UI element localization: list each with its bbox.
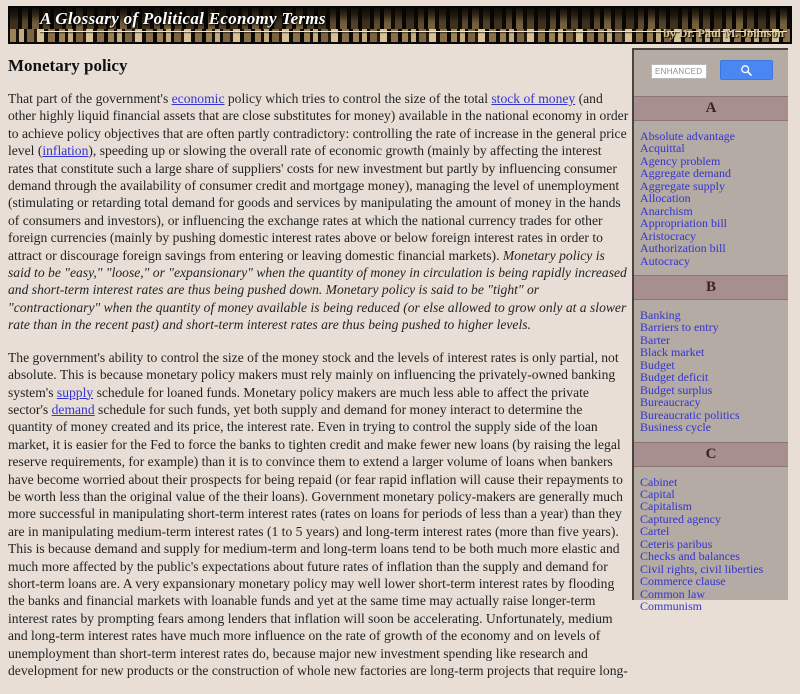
index-list-c bbox=[634, 467, 788, 621]
glossary-term-link[interactable]: Autocracy bbox=[640, 253, 690, 268]
glossary-term-link[interactable]: Ceteris paribus bbox=[640, 536, 713, 551]
text-segment: The government's ability to control the size of the money stock and the levels of interest rates is only partial, not absolute. This is because monetary policy makers must rely mainly on influencing the privately-owned banking system's bbox=[8, 349, 619, 400]
glossary-term-link[interactable]: Aggregate supply bbox=[640, 178, 725, 193]
banner bbox=[8, 6, 792, 44]
glossary-term-link[interactable]: Anarchism bbox=[640, 203, 693, 218]
glossary-term-link[interactable]: Black market bbox=[640, 345, 705, 360]
glossary-term-link[interactable]: Budget bbox=[640, 357, 675, 372]
search-input[interactable] bbox=[651, 64, 707, 79]
term-link[interactable]: supply bbox=[56, 384, 94, 400]
site-title: A Glossary of Political Economy Terms bbox=[40, 9, 326, 28]
glossary-term-link[interactable]: Budget surplus bbox=[640, 382, 713, 397]
glossary-term-link[interactable]: Business cycle bbox=[640, 420, 711, 435]
glossary-term-link[interactable]: Barriers to entry bbox=[640, 320, 719, 335]
text-segment: ), speeding up or slowing the overall rate of economic growth (mainly by affecting the interest rates that constitute such a large share of suppliers' costs for new investment but partly by influencing consumer demand through the availability of consumer credit and mortgage money), managing the level of unemployment (stimulating or retarding total demand for goods and services by manipulating the amount of money in the hands of consumers and investors), or influencing the exchange rates at which the national currency trades for other foreign currencies (mainly by pushing domestic interest rates above or below foreign interest rates in order to attract or discourage foreign savings from entering or leaving domestic financial markets). bbox=[8, 143, 621, 263]
glossary-term-link[interactable]: Bureaucracy bbox=[640, 395, 701, 410]
text-segment: schedule for such funds, yet both supply and demand for money interact to determine the quantity of money created and its price, the interest rate. Even in trying to control the supply side of the loan market, it is easier for the Fed to force the banks to tighten credit and make fewer new loans (by raising the legal reserve requirements, for example) than it is to convince them to extend a larger volume of loans when bankers have become worried about their prospects for being repaid (or fear rapid inflation will cause their repayments to be worth less than the original value of the their loans). Government monetary policy-makers are generally much more successful in manipulating short-term interest rates (rates on loans for periods of less than a year) than they are in manipulating medium-term interest rates (1 to 5 years) and long-term interest rates (more than five years). This is because demand and supply for medium-term and long-term loans tend to be both much more elastic and much more affected by the public's expectations about future rates of inflation than the supply and demand for short-term loans are. A very expansionary monetary policy may well lower short-term interest rates by flooding the banks and financial markets with loanable funds and yet at the same time may actually raise longer-term interest rates by prompting fears among lenders that inflation will soon be accelerating. Unfortunately, medium and long-term interest rates have much more influence on the rate of growth of the economy and on levels of unemployment than short-term interest rates do, because major new investment spending like research and development for new products or the construction of whole new factories are long-term projects that require long- bbox=[8, 401, 628, 678]
alphabetical-index bbox=[634, 96, 788, 621]
glossary-term-link[interactable]: Cabinet bbox=[640, 474, 678, 489]
glossary-term-link[interactable]: Capital bbox=[640, 486, 675, 501]
glossary-term-link[interactable]: Agency problem bbox=[640, 153, 721, 168]
page-title: Monetary policy bbox=[8, 56, 128, 75]
glossary-term-link[interactable]: Communism bbox=[640, 599, 703, 614]
term-link[interactable]: demand bbox=[51, 401, 95, 417]
text-segment: schedule for loaned funds. Monetary policy makers are much less able to affect the private sector's bbox=[8, 384, 589, 417]
glossary-term-link[interactable]: Allocation bbox=[640, 191, 691, 206]
text-segment: policy which tries to control the size of the total bbox=[224, 91, 492, 106]
glossary-term-link[interactable]: Captured agency bbox=[640, 511, 721, 526]
sidebar bbox=[632, 48, 788, 614]
paragraph bbox=[8, 349, 629, 680]
glossary-term-link[interactable]: Acquittal bbox=[640, 141, 685, 156]
glossary-term-link[interactable]: Aristocracy bbox=[640, 228, 696, 243]
glossary-term-link[interactable]: Budget deficit bbox=[640, 370, 709, 385]
text-segment: That part of the government's bbox=[8, 91, 172, 106]
term-link[interactable]: inflation bbox=[42, 143, 89, 159]
paragraph bbox=[8, 90, 629, 334]
term-link[interactable]: economic bbox=[171, 91, 225, 106]
index-list-a bbox=[634, 121, 788, 275]
list-item bbox=[640, 255, 786, 267]
magnifier-icon bbox=[740, 64, 753, 77]
search-button[interactable] bbox=[720, 60, 773, 80]
index-list-b bbox=[634, 300, 788, 442]
term-link[interactable]: stock of money bbox=[491, 91, 576, 106]
text-segment: Monetary policy is said to be "easy," "loose," or "expansionary" when the quantity of money in circulation is being rapidly increased and short-term interest rates are thus being pushed down. Monetary policy is said to be "tight" or "contractionary" when the quantity of money available is being reduced (or else allowed to grow only at a slower rate than in the recent past) and short-term interest rates are thus being pushed to higher levels. bbox=[8, 247, 627, 333]
text-segment: (and other highly liquid financial assets that are close substitutes for money) available in the national economy in order to achieve policy objectives that are often partly contradictory: controlling the rate of increase in the general price level ( bbox=[8, 91, 629, 159]
glossary-term-link[interactable]: Bureaucratic politics bbox=[640, 407, 740, 422]
glossary-term-link[interactable]: Aggregate demand bbox=[640, 166, 731, 181]
glossary-term-link[interactable]: Authorization bill bbox=[640, 241, 726, 256]
article-body bbox=[8, 90, 629, 679]
index-letter-a: A bbox=[634, 96, 788, 121]
list-item bbox=[640, 421, 786, 433]
list-item bbox=[640, 600, 786, 612]
index-letter-b: B bbox=[634, 275, 788, 300]
glossary-term-link[interactable]: Barter bbox=[640, 332, 670, 347]
glossary-term-link[interactable]: Appropriation bill bbox=[640, 216, 727, 231]
glossary-term-link[interactable]: Common law bbox=[640, 586, 705, 601]
byline: by Dr. Paul M. Johnson bbox=[663, 26, 784, 40]
glossary-term-link[interactable]: Commerce clause bbox=[640, 574, 726, 589]
glossary-term-link[interactable]: Civil rights, civil liberties bbox=[640, 561, 764, 576]
index-letter-c: C bbox=[634, 442, 788, 467]
glossary-term-link[interactable]: Capitalism bbox=[640, 499, 692, 514]
glossary-term-link[interactable]: Absolute advantage bbox=[640, 129, 735, 143]
search-bar bbox=[634, 50, 788, 96]
glossary-term-link[interactable]: Cartel bbox=[640, 524, 670, 539]
glossary-term-link[interactable]: Banking bbox=[640, 307, 681, 322]
glossary-term-link[interactable]: Checks and balances bbox=[640, 549, 740, 564]
article bbox=[8, 52, 629, 694]
